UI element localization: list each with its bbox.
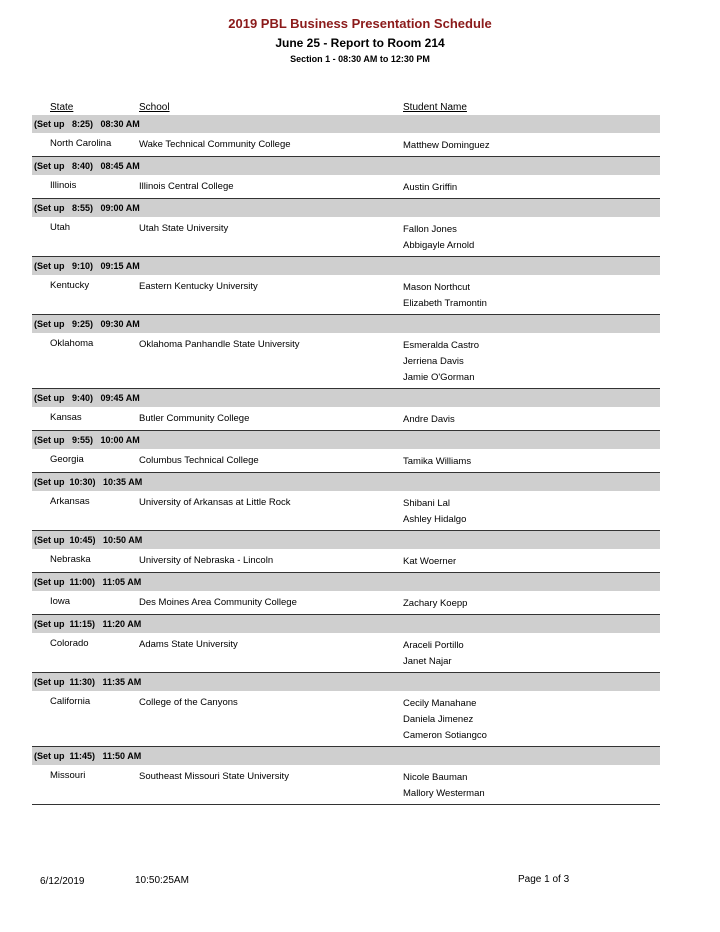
schedule-row	[32, 491, 660, 530]
school-cell: Adams State University	[139, 639, 238, 650]
schedule-group	[32, 531, 660, 573]
student-name: Araceli Portillo	[403, 640, 464, 651]
student-name: Shibani Lal	[403, 498, 451, 509]
school-cell: Columbus Technical College	[139, 455, 259, 466]
student-name: Tamika Williams	[403, 456, 472, 467]
student-name: Elizabeth Tramontin	[403, 298, 487, 309]
schedule-group	[32, 473, 660, 531]
time-slot-band: (Set up 9:40) 09:45 AM	[32, 389, 660, 407]
school-cell: Wake Technical Community College	[139, 139, 291, 150]
schedule-row	[32, 275, 660, 314]
student-names	[403, 767, 660, 802]
student-names	[403, 409, 660, 428]
schedule-table	[32, 115, 660, 805]
school-cell: Des Moines Area Community College	[139, 597, 297, 608]
student-names	[403, 551, 660, 570]
footer-page-number: Page 1 of 3	[518, 874, 570, 885]
schedule-row	[32, 175, 660, 198]
student-name: Andre Davis	[403, 414, 455, 425]
time-slot-band: (Set up 10:45) 10:50 AM	[32, 531, 660, 549]
schedule-row	[32, 133, 660, 156]
student-name: Mason Northcut	[403, 282, 471, 293]
schedule-row	[32, 333, 660, 388]
state-cell: Arkansas	[50, 496, 90, 507]
school-cell: Utah State University	[139, 223, 229, 234]
student-name: Cameron Sotiangco	[403, 730, 487, 741]
student-name: Zachary Koepp	[403, 598, 468, 609]
schedule-row	[32, 691, 660, 746]
school-cell: Oklahoma Panhandle State University	[139, 339, 300, 350]
student-name: Mallory Westerman	[403, 788, 485, 799]
state-cell: Illinois	[50, 180, 77, 191]
schedule-group	[32, 615, 660, 673]
student-names	[403, 177, 660, 196]
student-names	[403, 693, 660, 744]
schedule-group	[32, 747, 660, 805]
state-cell: California	[50, 696, 91, 707]
student-name: Fallon Jones	[403, 224, 457, 235]
student-names	[403, 219, 660, 254]
time-slot-band: (Set up 8:40) 08:45 AM	[32, 157, 660, 175]
student-name: Esmeralda Castro	[403, 340, 480, 351]
document-subtitle: June 25 - Report to Room 214	[275, 36, 445, 50]
school-cell: University of Nebraska - Lincoln	[139, 555, 274, 566]
document-title: 2019 PBL Business Presentation Schedule	[228, 16, 492, 31]
time-slot-band: (Set up 11:00) 11:05 AM	[32, 573, 660, 591]
footer-date: 6/12/2019	[40, 876, 85, 887]
schedule-group	[32, 115, 660, 157]
state-cell: Georgia	[50, 454, 84, 465]
time-slot-band: (Set up 8:25) 08:30 AM	[32, 115, 660, 133]
schedule-row	[32, 407, 660, 430]
student-names	[403, 335, 660, 386]
column-header-state: State	[50, 102, 74, 113]
schedule-group	[32, 199, 660, 257]
state-cell: Colorado	[50, 638, 89, 649]
student-name: Matthew Dominguez	[403, 140, 490, 151]
student-name: Kat Woerner	[403, 556, 457, 567]
schedule-row	[32, 217, 660, 256]
schedule-row	[32, 765, 660, 804]
time-slot-band: (Set up 8:55) 09:00 AM	[32, 199, 660, 217]
time-slot-band: (Set up 11:45) 11:50 AM	[32, 747, 660, 765]
time-slot-band: (Set up 9:55) 10:00 AM	[32, 431, 660, 449]
time-slot-band: (Set up 11:15) 11:20 AM	[32, 615, 660, 633]
student-name: Austin Griffin	[403, 182, 458, 193]
state-cell: Missouri	[50, 770, 86, 781]
school-cell: Southeast Missouri State University	[139, 771, 289, 782]
school-cell: Eastern Kentucky University	[139, 281, 258, 292]
state-cell: Nebraska	[50, 554, 91, 565]
student-name: Cecily Manahane	[403, 698, 477, 709]
student-name: Jamie O'Gorman	[403, 372, 475, 383]
student-names	[403, 635, 660, 670]
time-slot-band: (Set up 11:30) 11:35 AM	[32, 673, 660, 691]
time-slot-band: (Set up 10:30) 10:35 AM	[32, 473, 660, 491]
schedule-row	[32, 549, 660, 572]
schedule-group	[32, 389, 660, 431]
student-name: Janet Najar	[403, 656, 452, 667]
state-cell: Kansas	[50, 412, 82, 423]
school-cell: Illinois Central College	[139, 181, 234, 192]
schedule-group	[32, 573, 660, 615]
student-names	[403, 593, 660, 612]
footer-time: 10:50:25AM	[135, 875, 189, 886]
state-cell: Utah	[50, 222, 71, 233]
column-header-student-name: Student Name	[403, 102, 467, 113]
student-names	[403, 451, 660, 470]
student-names	[403, 493, 660, 528]
section-label: Section 1 - 08:30 AM to 12:30 PM	[290, 54, 430, 64]
student-name: Daniela Jimenez	[403, 714, 474, 725]
school-cell: Butler Community College	[139, 413, 250, 424]
student-name: Jerriena Davis	[403, 356, 464, 367]
schedule-row	[32, 633, 660, 672]
time-slot-band: (Set up 9:25) 09:30 AM	[32, 315, 660, 333]
column-header-school: School	[139, 102, 170, 113]
state-cell: Kentucky	[50, 280, 90, 291]
time-slot-band: (Set up 9:10) 09:15 AM	[32, 257, 660, 275]
school-cell: College of the Canyons	[139, 697, 238, 708]
student-names	[403, 277, 660, 312]
schedule-row	[32, 591, 660, 614]
student-name: Ashley Hidalgo	[403, 514, 467, 525]
state-cell: Iowa	[50, 596, 71, 607]
schedule-group	[32, 157, 660, 199]
schedule-group	[32, 315, 660, 389]
school-cell: University of Arkansas at Little Rock	[139, 497, 291, 508]
schedule-row	[32, 449, 660, 472]
state-cell: North Carolina	[50, 138, 112, 149]
student-name: Nicole Bauman	[403, 772, 468, 783]
student-names	[403, 135, 660, 154]
schedule-group	[32, 257, 660, 315]
schedule-group	[32, 673, 660, 747]
student-name: Abbigayle Arnold	[403, 240, 475, 251]
state-cell: Oklahoma	[50, 338, 94, 349]
schedule-group	[32, 431, 660, 473]
